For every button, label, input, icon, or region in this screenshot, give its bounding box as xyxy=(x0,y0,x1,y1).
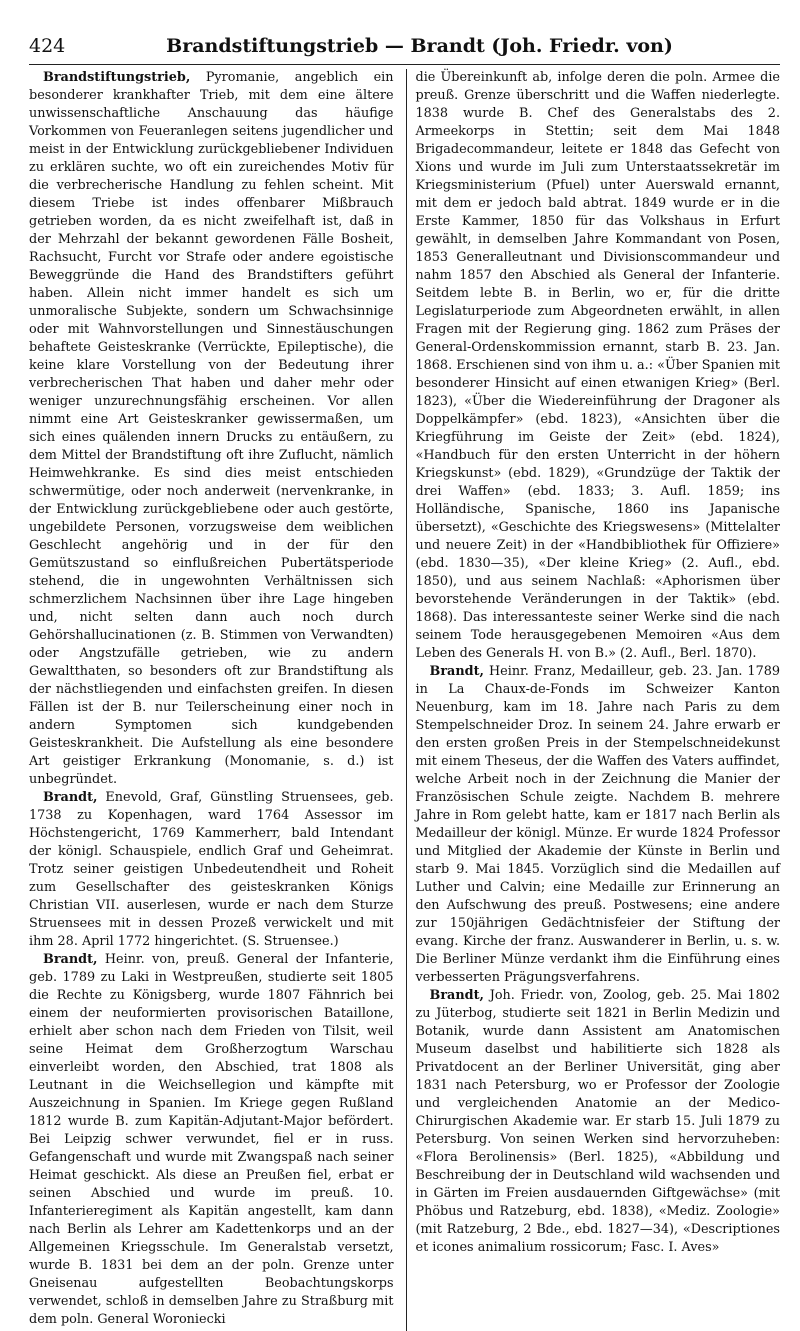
entry-brandstiftungstrieb xyxy=(29,69,394,789)
entry-brandt-johann-friedrich xyxy=(416,987,781,1257)
text-columns xyxy=(29,69,780,1331)
entry-brandt-heinrich-franz xyxy=(416,663,781,987)
entry-text: Heinr. von, preuß. General der Infanterie, geb. 1789 zu Laki in Westpreußen, studierte seit 1805 die Rechte zu Königsberg, wurde 1807 Fähnrich bei einem der neuformierten provisorischen Bataillone, erhielt aber schon nach dem Frieden von Tilsit, weil seine Heimat dem Großherzogtum Warschau einverleibt worden, den Abschied, trat 1808 als Leutnant in die Weichsellegion und kämpfte mit Auszeichnung in Spanien. Im Kriege gegen Rußland 1812 wurde B. zum Kapitän-Adjutant-Major befördert. Bei Leipzig schwer verwundet, fiel er in russ. Gefangenschaft und wurde mit Zwangspaß nach seiner Heimat geschickt. Als diese an Preußen fiel, erbat er seinen Abschied und wurde im preuß. 10. Infanterieregiment als Kapitän angestellt, kam dann nach Berlin als Lehrer am Kadettenkorps und an der Allgemeinen Kriegsschule. Im Generalstab versetzt, wurde B. 1831 bei dem an der poln. Grenze unter Gneisenau aufgestellten Beobachtungskorps verwendet, schloß in demselben Jahre zu Straßburg mit dem poln. General Woroniecki xyxy=(29,952,394,1327)
left-column xyxy=(29,69,394,1331)
entry-text: die Übereinkunft ab, infolge deren die poln. Armee die preuß. Grenze überschritt und die Waffen niederlegte. 1838 wurde B. Chef des Generalstabs des 2. Armeekorps in Stettin; seit dem Mai 1848 Brigadecommandeur, leitete er 1848 das Gefecht von Xions und wurde im Juli zum Unterstaatssekretär im Kriegsministerium (Pfuel) unter Auerswald ernannt, mit dem er jedoch bald abtrat. 1849 wurde er in die Erste Kammer, 1850 für das Volkshaus in Erfurt gewählt, in demselben Jahre Kommandant von Posen, 1853 Generalleutnant und Divisionscommandeur und nahm 1857 den Abschied als General der Infanterie. Seitdem lebte B. in Berlin, wo er, für die dritte Legislaturperiode zum Abgeordneten erwählt, in allen Fragen mit der Regierung ging. 1862 zum Präses der General-Ordenskommission ernannt, starb B. 23. Jan. 1868. Erschienen sind von ihm u. a.: «Über Spanien mit besonderer Hinsicht auf einen etwanigen Krieg» (Berl. 1823), «Über die Wiedereinführung der Dragoner als Doppelkämpfer» (ebd. 1823), «Ansichten über die Kriegführung im Geiste der Zeit» (ebd. 1824), «Handbuch für den ersten Unterricht in der höhern Kriegskunst» (ebd. 1829), «Grundzüge der Taktik der drei Waffen» (ebd. 1833; 3. Aufl. 1859; ins Holländische, Spanische, 1860 ins Japanische übersetzt), «Geschichte des Kriegswesens» (Mittelalter und neuere Zeit) in der «Handbibliothek für Offiziere» (ebd. 1830—35), «Der kleine Krieg» (2. Aufl., ebd. 1850), und aus seinem Nachlaß: «Aphorismen über bevorstehende Veränderungen in der Taktik» (ebd. 1868). Das interessanteste seiner Werke sind die nach seinem Tode herausgegebenen Memoiren «Aus dem Leben des Generals H. von B.» (2. Aufl., Berl. 1870). xyxy=(415,70,781,661)
page-number: 424 xyxy=(29,35,66,57)
right-column xyxy=(416,69,781,1331)
entry-text: Pyromanie, angeblich ein besonderer krankhafter Trieb, mit dem eine ältere unwissenschaftliche Anschauung das häufige Vorkommen von Feueranlegen seitens jugendlicher und meist in der Entwicklung zurückgebliebener Individuen zu erklären suchte, wo oft ein zureichendes Motiv für die verbrecherische Handlung zu fehlen scheint. Mit diesem Triebe ist indes offenbarer Mißbrauch getrieben worden, da es nicht zweifelhaft ist, daß in der Mehrzahl der bekannt gewordenen Fälle Bosheit, Rachsucht, Furcht vor Strafe oder andere egoistische Beweggründe die Hand des Brandstifters geführt haben. Allein nicht immer handelt es sich um unmoralische Subjekte, sondern um Schwachsinnige oder mit Wahnvorstellungen und Sinnestäuschungen behaftete Geisteskranke (Verrückte, Epileptische), die keine klare Vorstellung von der Bedeutung ihrer verbrecherischen That haben und daher mehr oder weniger unzurechnungsfähig erscheinen. Vor allen nimmt eine Art Geisteskranker gewissermaßen, um sich eines quälenden innern Drucks zu entäußern, zu dem Mittel der Brandstiftung oft ihre Zuflucht, nämlich Heimwehkranke. Es sind dies meist entschieden schwermütige, oder noch anderweit (nervenkranke, in der Entwicklung zurückgebliebene oder auch gestörte, ungebildete Personen, vorzugsweise dem weiblichen Geschlecht angehörig und in der für den Gemütszustand so einflußreichen Pubertätsperiode stehend, die in ungewohnten Verhältnissen sich schmerzlichem Nachsinnen über ihre Lage hingeben und, nicht selten dann auch noch durch Gehörshallucinationen (z. B. Stimmen von Verwandten) oder Angstzufälle getrieben, wie zu andern Gewaltthaten, so besonders oft zur Brandstiftung als der nächstliegenden und einfachsten greifen. In diesen Fällen ist der B. nur Teilerscheinung einer noch in andern Symptomen sich kundgebenden Geisteskrankheit. Die Aufstellung als eine besondere Art geistiger Erkrankung (Monomanie, s. d.) ist unbegründet. xyxy=(29,70,394,787)
entry-brandt-heinrich xyxy=(29,951,394,1329)
column-divider xyxy=(406,69,407,1331)
page-header xyxy=(29,34,780,65)
entry-lemma: Brandt, xyxy=(43,790,98,805)
entry-lemma: Brandt, xyxy=(429,664,484,679)
running-title: Brandstiftungstrieb — Brandt (Joh. Friedr. von) xyxy=(166,35,673,57)
entry-lemma: Brandstiftungstrieb, xyxy=(43,70,191,85)
entry-text: Enevold, Graf, Günstling Struensees, geb. 1738 zu Kopenhagen, ward 1764 Assessor im Höchstengericht, 1769 Kammerherr, bald Intendant der königl. Schauspiele, endlich Graf und Geheimrat. Trotz seiner geistigen Unbedeutendheit und Roheit zum Gesellschafter des geisteskranken Königs Christian VII. auserlesen, wurde er nach dem Sturze Struensees mit in dessen Prozeß verwickelt und mit ihm 28. April 1772 hingerichtet. (S. Struensee.) xyxy=(29,790,394,949)
entry-brandt-enevold xyxy=(29,789,394,951)
entry-text: Heinr. Franz, Medailleur, geb. 23. Jan. 1789 in La Chaux-de-Fonds im Schweizer Kanton Neuenburg, kam im 18. Jahre nach Paris zu dem Stempelschneider Droz. In seinem 24. Jahre erwarb er den ersten großen Preis in der Stempelschneidekunst mit einem Theseus, der die Waffen des Vaters auffindet, welche Arbeit noch in der Zeichnung die Manier der Französischen Schule zeigte. Nachdem B. mehrere Jahre in Rom gelebt hatte, kam er 1817 nach Berlin als Medailleur der königl. Münze. Er wurde 1824 Professor und Mitglied der Akademie der Künste in Berlin und starb 9. Mai 1845. Vorzüglich sind die Medaillen auf Luther und Calvin; eine Medaille zur Erinnerung an den Aufschwung des preuß. Postwesens; eine andere zur 150jährigen Gedächtnisfeier der Stiftung der evang. Kirche der franz. Auswanderer in Berlin, u. s. w. Die Berliner Münze verdankt ihm die Einführung eines verbesserten Prägungsverfahrens. xyxy=(415,664,781,985)
entry-lemma: Brandt, xyxy=(429,988,484,1003)
entry-lemma: Brandt, xyxy=(43,952,98,967)
entry-brandt-heinrich-continued xyxy=(416,69,781,663)
entry-text: Joh. Friedr. von, Zoolog, geb. 25. Mai 1802 zu Jüterbog, studierte seit 1821 in Berlin Medizin und Botanik, wurde dann Assistent am Anatomischen Museum daselbst und habilitierte sich 1828 als Privatdocent an der Berliner Universität, ging aber 1831 nach Petersburg, wo er Professor der Zoologie und vergleichenden Anatomie an der Medico-Chirurgischen Akademie war. Er starb 15. Juli 1879 zu Petersburg. Von seinen Werken sind hervorzuheben: «Flora Berolinensis» (Berl. 1825), «Abbildung und Beschreibung der in Deutschland wild wachsenden und in Gärten im Freien ausdauernden Giftgewächse» (mit Phöbus und Ratzeburg, ebd. 1838), «Mediz. Zoologie» (mit Ratzeburg, 2 Bde., ebd. 1827—34), «Descriptiones et icones animalium rossicorum; Fasc. I. Aves» xyxy=(415,988,781,1255)
